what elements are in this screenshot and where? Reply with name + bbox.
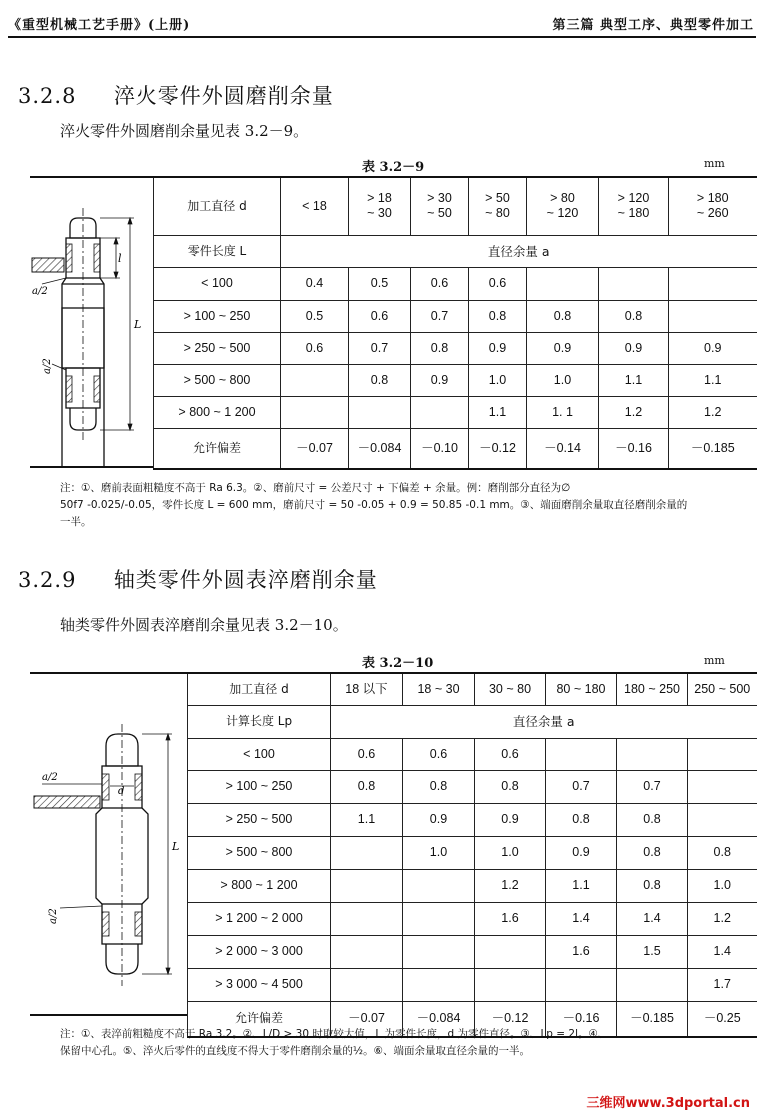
table-cell: 0.8: [527, 300, 599, 332]
table-cell: －0.16: [546, 1001, 617, 1037]
table-cell: －0.185: [617, 1001, 688, 1037]
table-cell: 0.7: [411, 300, 469, 332]
col-header: 18 ~ 30: [403, 673, 475, 705]
table-cell: 1.1: [669, 364, 757, 396]
row-label: < 100: [188, 738, 331, 770]
dim-label-a2-bottom: a/2: [48, 908, 59, 924]
table-cell: 0.6: [411, 267, 469, 300]
table-cell: [331, 869, 403, 902]
note-line: 保留中心孔。⑤、淬火后零件的直线度不得大于零件磨削余量的½。⑥、端面余量取直径余量的一半。: [60, 1045, 531, 1057]
table-cell: 0.8: [349, 364, 411, 396]
table-row: [154, 332, 757, 364]
dim-label-l: l: [118, 252, 122, 265]
dim-label-L: L: [172, 840, 180, 853]
col-header: 250 ~ 500: [688, 673, 757, 705]
table-caption: 表 3.2－10: [362, 656, 434, 671]
col-header: > 180 ~ 260: [669, 177, 757, 235]
row-label: > 500 ~ 800: [154, 364, 281, 396]
tolerance-row: [154, 428, 757, 469]
table-row: [188, 968, 757, 1001]
row-label: > 100 ~ 250: [154, 300, 281, 332]
table-cell: 0.8: [475, 770, 546, 803]
table-cell: [331, 968, 403, 1001]
table-cell: [688, 770, 757, 803]
table-row: [154, 364, 757, 396]
table-cell: 0.6: [349, 300, 411, 332]
table-cell: [527, 267, 599, 300]
table-cell: －0.25: [688, 1001, 757, 1037]
col-header: < 18: [281, 177, 349, 235]
table-cell: 0.9: [527, 332, 599, 364]
table-cell: 0.7: [617, 770, 688, 803]
table-cell: －0.185: [669, 428, 757, 469]
row-label: 允许偏差: [154, 428, 281, 469]
shaft-diagram-1: [30, 176, 153, 468]
dim-label-a2-top: a/2: [32, 286, 48, 297]
table-cell: 1.4: [617, 902, 688, 935]
table-cell: [599, 267, 669, 300]
dim-label-L: L: [134, 318, 142, 331]
col-header: > 30 ~ 50: [411, 177, 469, 235]
table-cell: 1.7: [688, 968, 757, 1001]
col-header: > 50 ~ 80: [469, 177, 527, 235]
table-cell: 1.2: [475, 869, 546, 902]
table-cell: [669, 300, 757, 332]
table-cell: [281, 364, 349, 396]
table-cell: [403, 968, 475, 1001]
table-cell: 1.0: [403, 836, 475, 869]
table-cell: [403, 902, 475, 935]
dim-label-d: d: [118, 786, 125, 797]
table-cell: [546, 738, 617, 770]
table-cell: 0.5: [349, 267, 411, 300]
section-number: 3.2.8: [18, 84, 77, 108]
col-header: > 80 ~ 120: [527, 177, 599, 235]
row-header-label: 计算长度 Lp: [188, 705, 331, 738]
table-cell: 0.6: [475, 738, 546, 770]
table-cell: 0.8: [469, 300, 527, 332]
section-title: 轴类零件外圆表淬磨削余量: [113, 568, 378, 592]
grinding-allowance-table-2: [187, 672, 757, 1038]
table-unit: mm: [704, 654, 725, 667]
table-cell: [403, 869, 475, 902]
col-header: 80 ~ 180: [546, 673, 617, 705]
row-label: > 100 ~ 250: [188, 770, 331, 803]
grinding-allowance-table-1: [153, 176, 757, 470]
table-row: [188, 836, 757, 869]
table-header-row: [154, 177, 757, 235]
table-cell: [617, 738, 688, 770]
table-cell: [688, 738, 757, 770]
allowance-span-header: 直径余量 a: [331, 705, 757, 738]
table-cell: [403, 935, 475, 968]
table-cell: 0.9: [546, 836, 617, 869]
table-row: [188, 935, 757, 968]
col-header: > 18 ~ 30: [349, 177, 411, 235]
table-cell: 0.9: [475, 803, 546, 836]
dim-label-a2-top: a/2: [42, 772, 58, 783]
table-cell: [331, 902, 403, 935]
col-header-label: 加工直径 d: [188, 673, 331, 705]
dim-label-a2-bottom: a/2: [42, 358, 53, 374]
table-cell: 0.7: [546, 770, 617, 803]
table-cell: 0.9: [469, 332, 527, 364]
header-rule: [8, 36, 756, 38]
table-cell: 1.6: [475, 902, 546, 935]
col-header: 18 以下: [331, 673, 403, 705]
table-cell: 0.5: [281, 300, 349, 332]
note-line: 注：①、表淬前粗糙度不高于 Ra 3.2。②、L/D > 30 时取较大值，L 为零件长度，d 为零件直径。③、Lp = 2l。④、: [60, 1028, 609, 1040]
table-row: [188, 803, 757, 836]
table-cell: 0.6: [281, 332, 349, 364]
row-label: > 800 ~ 1 200: [154, 396, 281, 428]
table-cell: 0.9: [599, 332, 669, 364]
table-row: [154, 300, 757, 332]
table-cell: 1.5: [617, 935, 688, 968]
note-line: 注：①、磨前表面粗糙度不高于 Ra 6.3。②、磨前尺寸 = 公差尺寸 + 下偏差 + 余量。例：磨削部分直径为∅: [60, 482, 571, 494]
table-cell: －0.084: [403, 1001, 475, 1037]
table-cell: [669, 267, 757, 300]
table-cell: [475, 935, 546, 968]
col-header: 30 ~ 80: [475, 673, 546, 705]
table-cell: 0.6: [403, 738, 475, 770]
table-cell: [475, 968, 546, 1001]
header-chapter-title: 第三篇 典型工序、典型零件加工: [552, 18, 754, 33]
table-cell: 0.4: [281, 267, 349, 300]
table-cell: [688, 803, 757, 836]
row-label: > 2 000 ~ 3 000: [188, 935, 331, 968]
table-cell: 0.7: [349, 332, 411, 364]
table-cell: 1.0: [475, 836, 546, 869]
row-label: 允许偏差: [188, 1001, 331, 1037]
table-cell: 0.8: [617, 803, 688, 836]
section-heading-3-2-8: [18, 80, 334, 110]
table-cell: －0.12: [469, 428, 527, 469]
shaft-diagram-2: [30, 672, 187, 1016]
section-intro: 轴类零件外圆表淬磨削余量见表 3.2－10。: [60, 616, 348, 634]
shaft-drawing: [30, 674, 187, 1014]
watermark: 三维网www.3dportal.cn: [586, 1096, 750, 1111]
table-cell: 0.8: [331, 770, 403, 803]
table-cell: 0.8: [688, 836, 757, 869]
table-cell: 0.8: [546, 803, 617, 836]
row-label: > 500 ~ 800: [188, 836, 331, 869]
table-note-1: [60, 480, 750, 531]
table-header-row: [188, 673, 757, 705]
row-label: > 1 200 ~ 2 000: [188, 902, 331, 935]
section-intro: 淬火零件外圆磨削余量见表 3.2－9。: [60, 122, 309, 140]
table-cell: 1.6: [546, 935, 617, 968]
row-label: > 800 ~ 1 200: [188, 869, 331, 902]
header-book-title: 《重型机械工艺手册》(上册): [8, 18, 191, 33]
table-cell: 0.8: [403, 770, 475, 803]
table-cell: 0.6: [331, 738, 403, 770]
note-line: 一半。: [60, 516, 92, 528]
table-cell: 1.2: [688, 902, 757, 935]
table-cell: 1. 1: [527, 396, 599, 428]
col-header-label: 加工直径 d: [154, 177, 281, 235]
table-cell: [546, 968, 617, 1001]
table-cell: 1.1: [331, 803, 403, 836]
row-header-label: 零件长度 L: [154, 235, 281, 267]
table-cell: －0.10: [411, 428, 469, 469]
note-line: 50f7 -0.025/-0.05，零件长度 L = 600 mm，磨前尺寸 = 50 -0.05 + 0.9 = 50.85 -0.1 mm。③、端面磨削余量取直径磨削余量的: [60, 499, 688, 511]
table-cell: 1.0: [527, 364, 599, 396]
table-row: [154, 396, 757, 428]
table-cell: 1.4: [546, 902, 617, 935]
shaft-drawing: [30, 178, 153, 466]
table-cell: 0.6: [469, 267, 527, 300]
table-cell: 0.9: [669, 332, 757, 364]
section-title: 淬火零件外圆磨削余量: [113, 84, 334, 108]
table-cell: －0.07: [281, 428, 349, 469]
col-header: > 120 ~ 180: [599, 177, 669, 235]
table-row: [154, 267, 757, 300]
table-subheader-row: [188, 705, 757, 738]
table-cell: 1.4: [688, 935, 757, 968]
table-unit: mm: [704, 157, 725, 170]
table-cell: [349, 396, 411, 428]
table-cell: 0.9: [411, 364, 469, 396]
table-cell: 0.9: [403, 803, 475, 836]
table-cell: 1.1: [599, 364, 669, 396]
table-cell: [281, 396, 349, 428]
table-cell: 1.0: [688, 869, 757, 902]
section-number: 3.2.9: [18, 568, 77, 592]
row-label: > 250 ~ 500: [154, 332, 281, 364]
table-row: [188, 869, 757, 902]
table-cell: [617, 968, 688, 1001]
table-cell: 1.2: [599, 396, 669, 428]
table-cell: －0.07: [331, 1001, 403, 1037]
table-cell: －0.14: [527, 428, 599, 469]
table-caption: 表 3.2－9: [362, 160, 425, 175]
table-note-2: [60, 1026, 750, 1060]
row-label: < 100: [154, 267, 281, 300]
table-cell: 1.0: [469, 364, 527, 396]
table-row: [188, 770, 757, 803]
section-heading-3-2-9: [18, 564, 378, 594]
table-subheader-row: [154, 235, 757, 267]
row-label: > 3 000 ~ 4 500: [188, 968, 331, 1001]
table-cell: 1.2: [669, 396, 757, 428]
table-cell: －0.12: [475, 1001, 546, 1037]
table-cell: [331, 836, 403, 869]
col-header: 180 ~ 250: [617, 673, 688, 705]
row-label: > 250 ~ 500: [188, 803, 331, 836]
table-cell: 0.8: [411, 332, 469, 364]
table-cell: [331, 935, 403, 968]
table-row: [188, 738, 757, 770]
allowance-span-header: 直径余量 a: [281, 235, 757, 267]
table-cell: 0.8: [599, 300, 669, 332]
table-cell: 1.1: [469, 396, 527, 428]
table-cell: －0.16: [599, 428, 669, 469]
table-row: [188, 902, 757, 935]
table-cell: －0.084: [349, 428, 411, 469]
table-cell: 0.8: [617, 836, 688, 869]
table-cell: 1.1: [546, 869, 617, 902]
table-cell: 0.8: [617, 869, 688, 902]
table-cell: [411, 396, 469, 428]
